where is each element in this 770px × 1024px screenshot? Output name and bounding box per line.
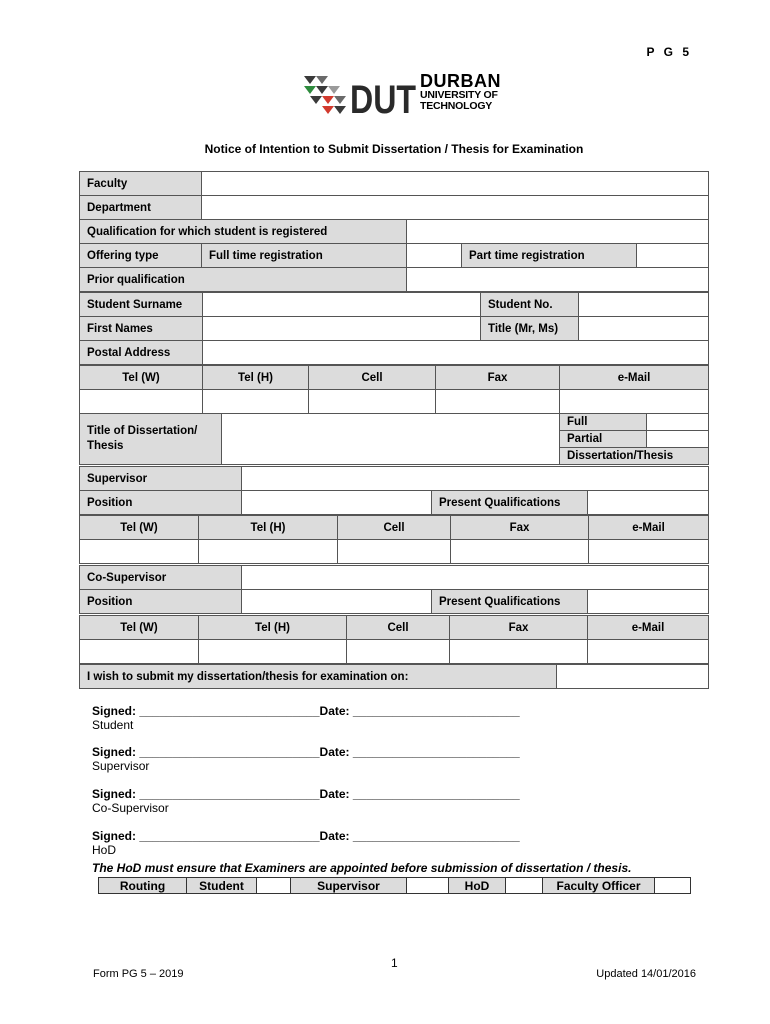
cosupervisor-field[interactable] [242,566,709,590]
logo-mark-icon [304,76,346,114]
student-no-field[interactable] [579,293,709,317]
sup-tel-h-field[interactable] [199,540,338,564]
cosupervisor-position-label: Position [80,590,242,614]
routing-label: Routing [99,878,187,894]
sup-fax-header: Fax [451,516,589,540]
routing-student-label: Student [187,878,257,894]
cosupervisor-table [79,565,709,614]
routing-student-box[interactable] [257,878,291,894]
hod-date-line[interactable]: Date: _________________________ [319,829,520,843]
sup-fax-field[interactable] [451,540,589,564]
qualification-field[interactable] [407,220,709,244]
first-names-label: First Names [80,317,203,341]
sup-tel-h-header: Tel (H) [199,516,338,540]
offering-type-label: Offering type [80,244,202,268]
part-time-checkbox[interactable] [637,244,709,268]
dissertation-thesis-label: Dissertation/Thesis [560,448,709,465]
student-email-header: e-Mail [560,366,709,390]
part-time-label: Part time registration [462,244,637,268]
cosupervisor-label: Co-Supervisor [80,566,242,590]
dissertation-title-label: Title of Dissertation/ Thesis [80,414,222,465]
cosup-fax-field[interactable] [450,640,588,664]
supervisor-qual-field[interactable] [588,491,709,515]
cosup-email-header: e-Mail [588,616,709,640]
routing-hod-box[interactable] [506,878,543,894]
faculty-label: Faculty [80,172,202,196]
student-details-table [79,171,709,292]
cosup-tel-w-field[interactable] [80,640,199,664]
qualification-label: Qualification for which student is registered [80,220,407,244]
partial-label: Partial [560,431,647,448]
student-role: Student [92,718,134,732]
cosup-cell-field[interactable] [347,640,450,664]
cosupervisor-qual-field[interactable] [588,590,709,614]
student-signed-line[interactable]: Signed: ___________________________ [92,704,320,718]
surname-field[interactable] [203,293,481,317]
student-cell-header: Cell [309,366,436,390]
department-label: Department [80,196,202,220]
supervisor-date-line[interactable]: Date: _________________________ [319,745,520,759]
cosupervisor-signed-line[interactable]: Signed: ___________________________ [92,787,320,801]
hod-instruction-note: The HoD must ensure that Examiners are appointed before submission of dissertation / thesis. [92,861,632,875]
dissertation-title-field[interactable] [222,414,560,465]
form-code: Form PG 5 – 2019 [93,968,184,980]
prior-qualification-label: Prior qualification [80,268,407,292]
hod-role: HoD [92,843,117,857]
routing-supervisor-box[interactable] [407,878,449,894]
cosup-tel-h-header: Tel (H) [199,616,347,640]
logo-wordmark [420,72,501,111]
supervisor-signed-line[interactable]: Signed: ___________________________ [92,745,320,759]
student-tel-h-field[interactable] [203,390,309,414]
sup-tel-w-field[interactable] [80,540,199,564]
student-tel-w-field[interactable] [80,390,203,414]
sup-cell-field[interactable] [338,540,451,564]
student-identity-table [79,292,709,365]
hod-signed-line[interactable]: Signed: ___________________________ [92,829,320,843]
full-checkbox[interactable] [647,414,709,431]
submission-date-table [79,664,709,689]
cosup-tel-h-field[interactable] [199,640,347,664]
full-time-label: Full time registration [202,244,407,268]
student-no-label: Student No. [481,293,579,317]
routing-faculty-officer-label: Faculty Officer [543,878,655,894]
full-label: Full [560,414,647,431]
student-fax-header: Fax [436,366,560,390]
full-time-checkbox[interactable] [407,244,462,268]
student-cell-field[interactable] [309,390,436,414]
page-number: 1 [391,956,398,970]
logo-line-1: DURBAN [420,71,501,91]
postal-address-label: Postal Address [80,341,203,365]
student-date-line[interactable]: Date: _________________________ [319,704,520,718]
cosupervisor-signature-block [92,787,520,815]
submit-statement: I wish to submit my dissertation/thesis for examination on: [80,665,557,689]
hod-signature-block [92,829,520,857]
routing-supervisor-label: Supervisor [291,878,407,894]
student-tel-h-header: Tel (H) [203,366,309,390]
logo-line-2: UNIVERSITY OF [420,89,498,101]
surname-label: Student Surname [80,293,203,317]
logo-mark-text: DUT [350,78,416,118]
postal-address-field[interactable] [203,341,709,365]
partial-checkbox[interactable] [647,431,709,448]
document-title: Notice of Intention to Submit Dissertation / Thesis for Examination [204,142,584,156]
department-field[interactable] [202,196,709,220]
sup-email-field[interactable] [589,540,709,564]
student-signature-block [92,704,520,732]
cosupervisor-position-field[interactable] [242,590,432,614]
first-names-field[interactable] [203,317,481,341]
prior-qualification-field[interactable] [407,268,709,292]
submission-date-field[interactable] [557,665,709,689]
updated-date: Updated 14/01/2016 [596,968,696,980]
routing-hod-label: HoD [449,878,506,894]
student-email-field[interactable] [560,390,709,414]
student-fax-field[interactable] [436,390,560,414]
supervisor-table [79,466,709,515]
cosupervisor-role: Co-Supervisor [92,801,169,815]
faculty-field[interactable] [202,172,709,196]
supervisor-signature-block [92,745,520,773]
sup-cell-header: Cell [338,516,451,540]
sup-tel-w-header: Tel (W) [80,516,199,540]
supervisor-role: Supervisor [92,759,150,773]
title-field[interactable] [579,317,709,341]
cosup-fax-header: Fax [450,616,588,640]
student-contact-table [79,365,709,414]
supervisor-qual-label: Present Qualifications [432,491,588,515]
cosupervisor-date-line[interactable]: Date: _________________________ [319,787,520,801]
routing-faculty-officer-box[interactable] [655,878,691,894]
sup-email-header: e-Mail [589,516,709,540]
dissertation-title-table [79,413,709,465]
student-tel-w-header: Tel (W) [80,366,203,390]
page-code: P G 5 [646,45,692,59]
cosup-email-field[interactable] [588,640,709,664]
supervisor-position-label: Position [80,491,242,515]
supervisor-label: Supervisor [80,467,242,491]
cosup-tel-w-header: Tel (W) [80,616,199,640]
title-label: Title (Mr, Ms) [481,317,579,341]
supervisor-contact-table [79,515,709,564]
supervisor-field[interactable] [242,467,709,491]
cosup-cell-header: Cell [347,616,450,640]
routing-table [98,877,691,894]
cosupervisor-qual-label: Present Qualifications [432,590,588,614]
cosupervisor-contact-table [79,615,709,664]
supervisor-position-field[interactable] [242,491,432,515]
logo-line-3: TECHNOLOGY [420,99,493,112]
